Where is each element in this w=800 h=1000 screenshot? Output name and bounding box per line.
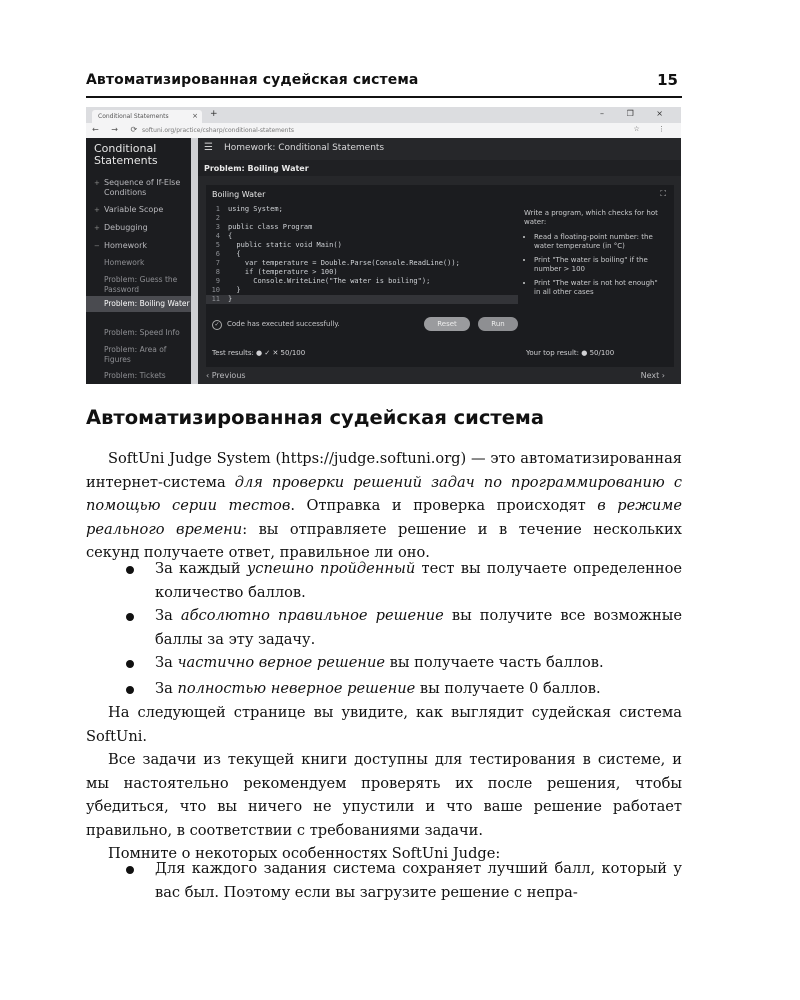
sidebar-subitem[interactable]: Problem: Guess the Password bbox=[104, 275, 178, 294]
paragraph: На следующей странице вы увидите, как выглядит судейская система SoftUni. bbox=[86, 704, 682, 745]
line-number: 8 bbox=[215, 268, 220, 276]
collapse-icon: − bbox=[94, 242, 100, 250]
sidebar-subitem[interactable]: Problem: Tickets bbox=[104, 371, 166, 380]
browser-tab[interactable] bbox=[92, 110, 202, 123]
list-item: За абсолютно правильное решение вы получите все возможные баллы за эту задачу. bbox=[155, 607, 683, 648]
tab-title: Conditional Statements bbox=[98, 113, 169, 120]
page-number: 15 bbox=[657, 71, 678, 89]
code-text: if (temperature > 100) bbox=[228, 268, 338, 276]
paragraph: Помните о некоторых особенностях SoftUni Judge: bbox=[108, 845, 501, 862]
code-line[interactable] bbox=[206, 205, 518, 214]
problem-bar bbox=[198, 160, 681, 176]
code-text: var temperature = Double.Parse(Console.ReadLine()); bbox=[228, 259, 460, 267]
top-result: Your top result: ● 50/100 bbox=[526, 349, 615, 357]
problem-title: Problem: Boiling Water bbox=[204, 164, 309, 173]
judge-screenshot bbox=[86, 107, 681, 384]
execution-status: ✓ Code has executed successfully. bbox=[212, 320, 340, 330]
line-number: 9 bbox=[215, 277, 220, 285]
bullet-marker bbox=[126, 686, 134, 694]
nav-icons[interactable]: ← → ⟳ bbox=[92, 125, 143, 134]
sidebar-item[interactable]: − Homework bbox=[94, 241, 147, 250]
panel-title: Boiling Water bbox=[212, 190, 266, 199]
problem-description bbox=[524, 209, 664, 302]
reset-button[interactable]: Reset bbox=[424, 317, 470, 331]
code-line[interactable] bbox=[206, 277, 518, 286]
check-circle-icon: ✓ bbox=[212, 320, 222, 330]
code-text: using System; bbox=[228, 205, 283, 213]
description-item: • Read a floating-point number: the water temperature (in °C) bbox=[534, 233, 664, 251]
description-list bbox=[524, 233, 664, 297]
expand-icon: + bbox=[94, 224, 100, 232]
bullet-marker bbox=[126, 660, 134, 668]
line-number: 2 bbox=[215, 214, 220, 222]
code-text: { bbox=[228, 232, 233, 240]
sidebar-subitem[interactable]: Problem: Speed Info bbox=[104, 328, 180, 337]
bullet-marker bbox=[126, 613, 134, 621]
list-item: За частично верное решение вы получаете часть баллов. bbox=[155, 654, 604, 671]
code-line[interactable] bbox=[206, 250, 518, 259]
code-text: } bbox=[228, 286, 241, 294]
code-text: public class Program bbox=[228, 223, 313, 231]
sidebar-subitem-active[interactable]: Problem: Boiling Water bbox=[86, 296, 191, 312]
sidebar-title: Conditional Statements bbox=[94, 142, 158, 167]
line-number: 5 bbox=[215, 241, 220, 249]
code-line[interactable] bbox=[206, 241, 518, 250]
code-line[interactable] bbox=[206, 295, 518, 304]
bullet-marker bbox=[126, 866, 134, 874]
description-item: • Print "The water is boiling" if the number > 100 bbox=[534, 256, 664, 274]
paragraph: Все задачи из текущей книги доступны для тестирования в системе, и мы настоятельно рекомендуем проверять их после решения, чтобы убедиться, что вы ничего не упустили и что ваше решение работает правильно, в соответствии с требованиями задачи. bbox=[86, 751, 682, 839]
description-item: • Print "The water is not hot enough" in all other cases bbox=[534, 279, 664, 297]
bullet-marker bbox=[126, 566, 134, 574]
code-text: } bbox=[228, 295, 233, 303]
code-line[interactable] bbox=[206, 286, 518, 295]
sidebar-subitem[interactable]: Problem: Area of Figures bbox=[104, 345, 167, 364]
description-intro: Write a program, which checks for hot water: bbox=[524, 209, 658, 226]
fullscreen-icon[interactable]: ⛶ bbox=[660, 189, 666, 198]
previous-button[interactable]: ‹ Previous bbox=[206, 371, 246, 380]
bookmark-menu-icons[interactable]: ☆ ⋮ bbox=[633, 125, 673, 133]
sidebar-item[interactable]: + Variable Scope bbox=[94, 205, 164, 214]
line-number: 1 bbox=[215, 205, 220, 213]
code-text: { bbox=[228, 250, 241, 258]
course-sidebar bbox=[86, 138, 198, 384]
code-line[interactable] bbox=[206, 214, 518, 223]
code-line[interactable] bbox=[206, 259, 518, 268]
test-results: Test results: ● ✓ ✕ 50/100 bbox=[212, 349, 306, 357]
list-item: За полностью неверное решение вы получаете 0 баллов. bbox=[155, 680, 601, 697]
close-icon[interactable]: × bbox=[192, 112, 198, 120]
line-number: 7 bbox=[215, 259, 220, 267]
sidebar-subitem[interactable]: Homework bbox=[104, 258, 145, 267]
expand-icon: + bbox=[94, 206, 100, 214]
run-button[interactable]: Run bbox=[478, 317, 518, 331]
homework-bar bbox=[198, 138, 681, 158]
running-header bbox=[86, 66, 682, 98]
address-bar bbox=[86, 123, 681, 138]
sidebar-scrollbar[interactable] bbox=[191, 138, 198, 384]
code-editor[interactable] bbox=[206, 205, 518, 313]
line-number: 3 bbox=[215, 223, 220, 231]
window-controls[interactable]: – ❐ × bbox=[600, 109, 673, 118]
line-number: 6 bbox=[215, 250, 220, 258]
code-text: Console.WriteLine("The water is boiling"); bbox=[228, 277, 431, 285]
line-number: 11 bbox=[211, 295, 220, 303]
section-heading: Автоматизированная судейская система bbox=[86, 406, 545, 429]
code-line[interactable] bbox=[206, 268, 518, 277]
homework-title: Homework: Conditional Statements bbox=[224, 143, 385, 153]
main-area bbox=[198, 138, 681, 384]
sidebar-item[interactable]: + Debugging bbox=[94, 223, 148, 232]
sidebar-item[interactable]: + Sequence of If-Else Conditions bbox=[94, 178, 181, 197]
menu-icon[interactable]: ☰ bbox=[204, 142, 213, 153]
expand-icon: + bbox=[94, 179, 100, 187]
line-number: 4 bbox=[215, 232, 220, 240]
code-line[interactable] bbox=[206, 232, 518, 241]
code-text: public static void Main() bbox=[228, 241, 342, 249]
new-tab-icon[interactable]: + bbox=[210, 109, 218, 119]
running-header-title: Автоматизированная судейская система bbox=[86, 72, 419, 88]
url-field[interactable]: softuni.org/practice/csharp/conditional-statements bbox=[142, 127, 294, 134]
list-item: Для каждого задания система сохраняет лучший балл, который у вас был. Поэтому если вы загрузите решение с непра- bbox=[155, 860, 682, 901]
browser-tab-bar bbox=[86, 107, 681, 123]
paragraph: SoftUni Judge System (https://judge.softuni.org) — это автоматизированная интернет-система для проверки решений задач по программированию с помощью серии тестов. Отправка и проверка происходят в режиме реального времени: вы отправляете решение и в течение нескольких секунд получаете ответ, правильное ли оно. bbox=[86, 450, 682, 561]
list-item: За каждый успешно пройденный тест вы получаете определенное количество баллов. bbox=[155, 560, 683, 601]
line-number: 10 bbox=[211, 286, 220, 294]
editor-panel bbox=[206, 185, 674, 367]
code-line[interactable] bbox=[206, 223, 518, 232]
next-button[interactable]: Next › bbox=[640, 371, 665, 380]
